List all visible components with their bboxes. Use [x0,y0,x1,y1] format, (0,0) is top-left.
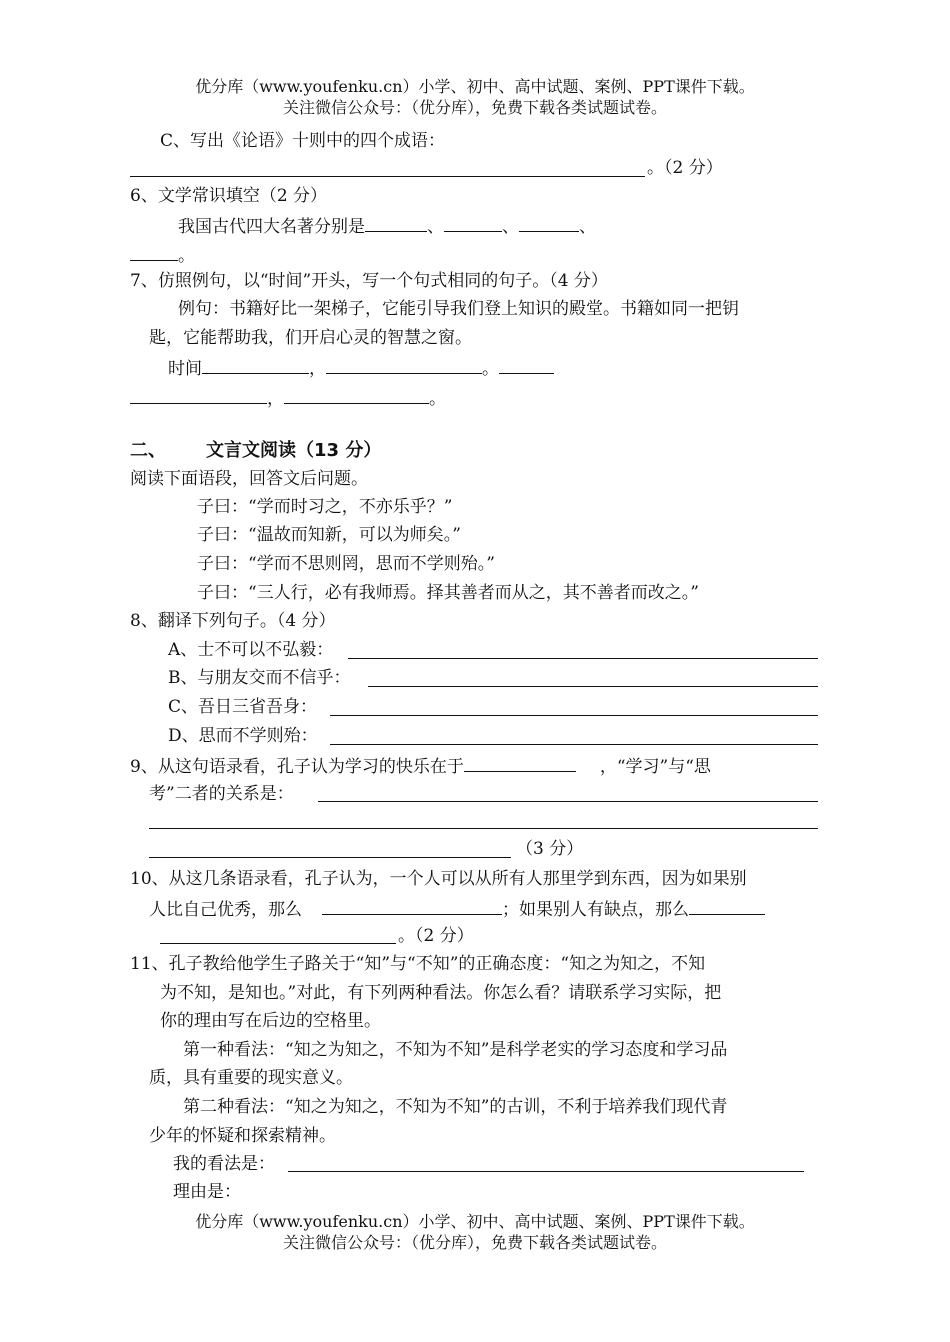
q7-comma-1: ， [309,359,326,379]
q7-blank-1[interactable] [202,356,309,374]
q5c-answer-line[interactable] [130,176,645,177]
q7-blank-3[interactable] [499,356,554,374]
q7-title: 7、仿照例句，以“时间”开头，写一个句式相同的句子。（4 分） [130,271,608,291]
q6-blank-4[interactable] [130,243,178,261]
q9-prompt-2: 考”二者的关系是： [149,784,294,804]
q6-sep-3: 、 [579,217,596,237]
q8-item-b: B、与朋友交而不信乎： [168,668,351,688]
q9-prompt-1: 9、从这句语录看，孔子认为学习的快乐在于 [130,757,464,777]
footer-line-2: 关注微信公众号：（优分库），免费下载各类试题试卷。 [282,1233,667,1252]
q11-view-1b: 质，具有重要的现实意义。 [149,1068,353,1088]
q7-period-1: 。 [482,359,499,379]
q10-line-2 [149,897,765,921]
q9-answer-line-1[interactable] [318,801,818,802]
quote-1: 子曰：“学而时习之，不亦乐乎？” [197,497,453,517]
q10-prompt-2: 人比自己优秀，那么 [149,900,302,920]
q8-answer-line-c[interactable] [330,715,818,716]
q7-line-1 [168,356,554,380]
q7-period-2: 。 [429,389,446,409]
quote-4: 子曰：“三人行，必有我师焉。择其善者而从之，其不善者而改之。” [197,583,699,603]
q6-blank-1[interactable] [365,214,427,232]
q6-end: 。 [178,246,195,266]
q8-answer-line-b[interactable] [368,686,818,687]
q9-answer-line-2[interactable] [149,828,818,829]
q7-example-2: 匙，它能帮助我，们开启心灵的智慧之窗。 [149,328,472,348]
q8-item-a: A、士不可以不弘毅： [168,640,334,660]
q10-line-1: 10、从这几条语录看，孔子认为，一个人可以从所有人那里学到东西，因为如果别 [130,869,747,889]
q7-line-2 [130,386,446,410]
q7-blank-5[interactable] [284,386,429,404]
q9-line-1 [130,754,711,778]
quote-3: 子曰：“学而不思则罔，思而不学则殆。” [197,554,495,574]
q11-view-2a: 第二种看法：“知之为知之，不知为不知”的古训，不利于培养我们现代青 [183,1097,728,1117]
q6-blank-3[interactable] [519,214,579,232]
q11-reason-label: 理由是： [173,1182,241,1202]
q6-sep-2: 、 [502,217,519,237]
q10-score: 。（2 分） [398,926,474,946]
section-2-title: 文言文阅读（13 分） [206,440,382,461]
q11-view-2b: 少年的怀疑和探索精神。 [149,1126,336,1146]
q9-answer-line-3[interactable] [149,857,511,858]
q9-score: （3 分） [516,839,584,859]
q10-blank-2[interactable] [689,897,765,915]
q6-prompt: 我国古代四大名著分别是 [178,217,365,237]
q6-line [178,214,596,238]
q6-title: 6、文学常识填空（2 分） [130,186,328,206]
q11-line-1: 11、孔子教给他学生子路关于“知”与“不知”的正确态度：“知之为知之，不知 [130,954,706,974]
q8-title: 8、翻译下列句子。（4 分） [130,611,336,631]
q6-blank-2[interactable] [444,214,502,232]
q7-example-1: 例句：书籍好比一架梯子，它能引导我们登上知识的殿堂。书籍如同一把钥 [178,299,739,319]
section-2-number: 二、 [130,440,166,461]
q7-blank-4[interactable] [130,386,267,404]
q7-blank-2[interactable] [326,356,482,374]
q6-line-2 [130,243,195,267]
q5c-score: 。（2 分） [647,158,723,178]
q7-start: 时间 [168,359,202,379]
q10-prompt-2b: ；如果别人有缺点，那么 [502,900,689,920]
q8-answer-line-a[interactable] [348,658,818,659]
q5c-prompt: C、写出《论语》十则中的四个成语： [160,131,446,151]
header-line-1: 优分库（www.youfenku.cn）小学、初中、高中试题、案例、PPT课件下载。 [195,77,755,96]
quote-2: 子曰：“温故而知新，可以为师矣。” [197,525,461,545]
q11-line-3: 你的理由写在后边的空格里。 [160,1011,381,1031]
q8-item-c: C、吾日三省吾身： [168,697,318,717]
q8-item-d: D、思而不学则殆： [168,726,318,746]
q10-blank-3[interactable] [160,943,396,944]
header-line-2: 关注微信公众号：（优分库），免费下载各类试题试卷。 [282,98,667,117]
footer-line-1: 优分库（www.youfenku.cn）小学、初中、高中试题、案例、PPT课件下载。 [195,1212,755,1231]
section-2-heading [130,440,381,462]
q9-prompt-1b: ，“学习”与“思 [599,757,711,777]
q11-my-view-line[interactable] [288,1171,804,1172]
q11-line-2: 为不知，是知也。”对此，有下列两种看法。你怎么看？请联系学习实际，把 [160,983,722,1003]
q6-sep-1: 、 [427,217,444,237]
q11-view-1a: 第一种看法：“知之为知之，不知为不知”是科学老实的学习态度和学习品 [183,1040,728,1060]
q8-answer-line-d[interactable] [330,744,818,745]
q7-comma-2: ， [267,389,284,409]
q10-blank-1[interactable] [322,897,502,915]
q11-my-view-label: 我的看法是： [173,1154,275,1174]
reading-intro: 阅读下面语段，回答文后问题。 [130,469,368,489]
q9-blank-1[interactable] [464,754,576,772]
